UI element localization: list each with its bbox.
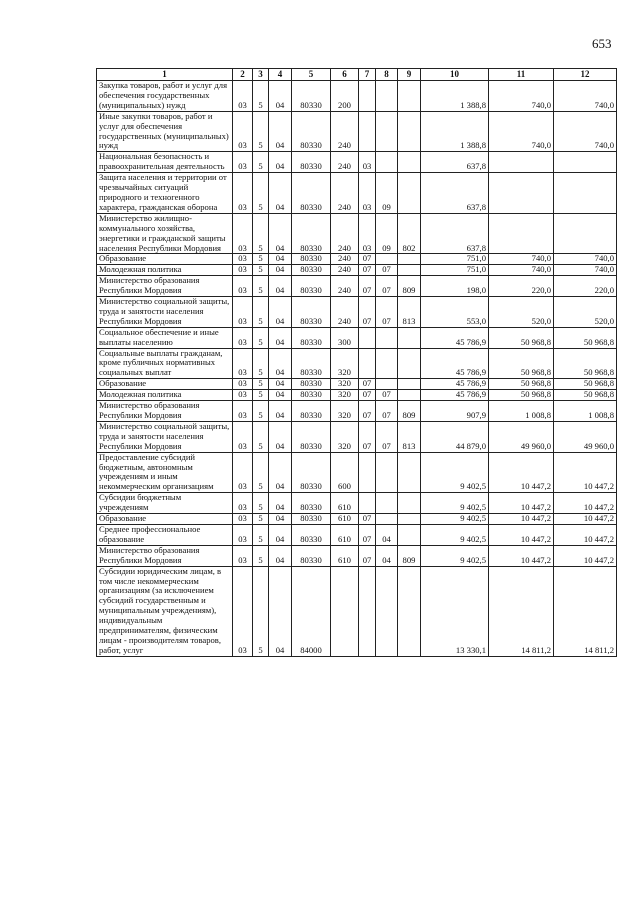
code-col-4: 04 (269, 566, 292, 656)
amount-col-11: 50 968,8 (489, 327, 554, 348)
column-header: 3 (253, 69, 269, 81)
amount-col-11: 740,0 (489, 81, 554, 112)
amount-col-10: 637,8 (421, 173, 489, 214)
code-col-4: 04 (269, 401, 292, 422)
amount-col-11: 50 968,8 (489, 379, 554, 390)
row-label: Образование (97, 514, 233, 525)
code-col-6: 610 (331, 524, 359, 545)
code-col-7: 07 (359, 545, 376, 566)
code-col-6: 200 (331, 81, 359, 112)
code-col-3: 5 (253, 524, 269, 545)
code-col-6: 240 (331, 213, 359, 254)
amount-col-12 (554, 152, 617, 173)
table-row (97, 390, 617, 401)
code-col-3: 5 (253, 348, 269, 379)
row-label: Социальное обеспечение и иные выплаты населению (97, 327, 233, 348)
amount-col-10: 637,8 (421, 152, 489, 173)
code-col-7: 03 (359, 173, 376, 214)
code-col-8: 09 (376, 173, 398, 214)
code-col-2: 03 (233, 152, 253, 173)
code-col-8 (376, 152, 398, 173)
code-col-8 (376, 81, 398, 112)
code-col-6: 240 (331, 276, 359, 297)
code-col-9 (398, 348, 421, 379)
code-col-6: 300 (331, 327, 359, 348)
amount-col-10: 45 786,9 (421, 348, 489, 379)
code-col-2: 03 (233, 545, 253, 566)
table-row (97, 401, 617, 422)
amount-col-11: 10 447,2 (489, 545, 554, 566)
row-label: Образование (97, 254, 233, 265)
table-row (97, 452, 617, 493)
table-row (97, 327, 617, 348)
code-col-5: 80330 (292, 493, 331, 514)
table-row (97, 524, 617, 545)
code-col-8 (376, 348, 398, 379)
row-label: Министерство образования Республики Мордовия (97, 401, 233, 422)
table-row (97, 173, 617, 214)
code-col-3: 5 (253, 452, 269, 493)
code-col-2: 03 (233, 254, 253, 265)
code-col-6 (331, 566, 359, 656)
code-col-4: 04 (269, 173, 292, 214)
table-row (97, 379, 617, 390)
amount-col-11: 520,0 (489, 297, 554, 328)
code-col-7: 03 (359, 213, 376, 254)
code-col-7: 03 (359, 152, 376, 173)
amount-col-10: 637,8 (421, 213, 489, 254)
row-label: Иные закупки товаров, работ и услуг для обеспечения государственных (муниципальных) нужд (97, 111, 233, 152)
code-col-6: 320 (331, 390, 359, 401)
amount-col-12: 50 968,8 (554, 390, 617, 401)
code-col-3: 5 (253, 545, 269, 566)
code-col-9: 813 (398, 421, 421, 452)
column-header: 1 (97, 69, 233, 81)
code-col-3: 5 (253, 297, 269, 328)
amount-col-12: 520,0 (554, 297, 617, 328)
code-col-7 (359, 493, 376, 514)
code-col-5: 80330 (292, 297, 331, 328)
amount-col-12: 50 968,8 (554, 379, 617, 390)
amount-col-12: 10 447,2 (554, 545, 617, 566)
table-row (97, 213, 617, 254)
code-col-2: 03 (233, 452, 253, 493)
code-col-4: 04 (269, 493, 292, 514)
amount-col-11: 50 968,8 (489, 390, 554, 401)
amount-col-11: 10 447,2 (489, 514, 554, 525)
code-col-8 (376, 493, 398, 514)
code-col-2: 03 (233, 213, 253, 254)
code-col-5: 80330 (292, 254, 331, 265)
code-col-9 (398, 514, 421, 525)
code-col-7: 07 (359, 276, 376, 297)
table-row (97, 514, 617, 525)
code-col-6: 240 (331, 265, 359, 276)
amount-col-10: 1 388,8 (421, 111, 489, 152)
code-col-9 (398, 566, 421, 656)
amount-col-10: 9 402,5 (421, 545, 489, 566)
code-col-9 (398, 81, 421, 112)
row-label: Молодежная политика (97, 265, 233, 276)
code-col-9: 809 (398, 401, 421, 422)
row-label: Министерство социальной защиты, труда и занятости населения Республики Мордовия (97, 421, 233, 452)
code-col-6: 320 (331, 401, 359, 422)
code-col-2: 03 (233, 421, 253, 452)
amount-col-10: 751,0 (421, 265, 489, 276)
code-col-3: 5 (253, 111, 269, 152)
code-col-6: 240 (331, 111, 359, 152)
code-col-6: 320 (331, 379, 359, 390)
code-col-8: 07 (376, 276, 398, 297)
code-col-9 (398, 379, 421, 390)
code-col-9: 813 (398, 297, 421, 328)
amount-col-12 (554, 213, 617, 254)
code-col-9 (398, 390, 421, 401)
amount-col-12: 1 008,8 (554, 401, 617, 422)
amount-col-11 (489, 152, 554, 173)
code-col-5: 80330 (292, 545, 331, 566)
amount-col-10: 9 402,5 (421, 493, 489, 514)
row-label: Национальная безопасность и правоохранительная деятельность (97, 152, 233, 173)
header-row (97, 69, 617, 81)
code-col-9 (398, 452, 421, 493)
code-col-5: 80330 (292, 111, 331, 152)
code-col-9 (398, 111, 421, 152)
code-col-5: 80330 (292, 152, 331, 173)
code-col-9 (398, 493, 421, 514)
code-col-4: 04 (269, 524, 292, 545)
table-body (97, 81, 617, 657)
amount-col-10: 45 786,9 (421, 390, 489, 401)
code-col-2: 03 (233, 524, 253, 545)
code-col-5: 80330 (292, 401, 331, 422)
column-header: 4 (269, 69, 292, 81)
amount-col-11: 740,0 (489, 265, 554, 276)
code-col-5: 80330 (292, 390, 331, 401)
code-col-3: 5 (253, 390, 269, 401)
code-col-5: 80330 (292, 173, 331, 214)
code-col-4: 04 (269, 213, 292, 254)
row-label: Министерство образования Республики Мордовия (97, 545, 233, 566)
code-col-7: 07 (359, 401, 376, 422)
code-col-2: 03 (233, 566, 253, 656)
code-col-4: 04 (269, 152, 292, 173)
amount-col-11 (489, 173, 554, 214)
code-col-8: 04 (376, 545, 398, 566)
code-col-7: 07 (359, 524, 376, 545)
row-label: Предоставление субсидий бюджетным, автономным учреждениям и иным некоммерческим организациям (97, 452, 233, 493)
code-col-4: 04 (269, 327, 292, 348)
amount-col-11: 1 008,8 (489, 401, 554, 422)
code-col-5: 80330 (292, 524, 331, 545)
amount-col-12: 10 447,2 (554, 514, 617, 525)
amount-col-10: 198,0 (421, 276, 489, 297)
code-col-6: 600 (331, 452, 359, 493)
amount-col-12: 50 968,8 (554, 348, 617, 379)
code-col-4: 04 (269, 111, 292, 152)
code-col-2: 03 (233, 348, 253, 379)
code-col-6: 240 (331, 152, 359, 173)
column-header: 9 (398, 69, 421, 81)
column-header: 5 (292, 69, 331, 81)
row-label: Закупка товаров, работ и услуг для обеспечения государственных (муниципальных) нужд (97, 81, 233, 112)
code-col-4: 04 (269, 276, 292, 297)
amount-col-12: 10 447,2 (554, 524, 617, 545)
code-col-4: 04 (269, 514, 292, 525)
code-col-7: 07 (359, 297, 376, 328)
row-label: Субсидии бюджетным учреждениям (97, 493, 233, 514)
amount-col-11: 49 960,0 (489, 421, 554, 452)
code-col-3: 5 (253, 327, 269, 348)
code-col-5: 80330 (292, 213, 331, 254)
table-row (97, 297, 617, 328)
code-col-7: 07 (359, 421, 376, 452)
code-col-2: 03 (233, 379, 253, 390)
code-col-9 (398, 152, 421, 173)
code-col-7: 07 (359, 379, 376, 390)
amount-col-10: 9 402,5 (421, 452, 489, 493)
amount-col-11: 220,0 (489, 276, 554, 297)
row-label: Социальные выплаты гражданам, кроме публичных нормативных социальных выплат (97, 348, 233, 379)
code-col-9: 809 (398, 276, 421, 297)
code-col-3: 5 (253, 254, 269, 265)
budget-table (96, 68, 617, 657)
code-col-3: 5 (253, 276, 269, 297)
code-col-7 (359, 327, 376, 348)
amount-col-10: 9 402,5 (421, 514, 489, 525)
table-row (97, 276, 617, 297)
amount-col-12: 14 811,2 (554, 566, 617, 656)
row-label: Субсидии юридическим лицам, в том числе некоммерческим организациям (за исключением субсидий государственным и муниципальным учреждениям), индивидуальным предпринимателям, физическим лицам - производителям товаров, работ, услуг (97, 566, 233, 656)
code-col-8 (376, 327, 398, 348)
code-col-4: 04 (269, 297, 292, 328)
code-col-6: 610 (331, 545, 359, 566)
amount-col-12: 10 447,2 (554, 452, 617, 493)
code-col-8: 07 (376, 265, 398, 276)
code-col-2: 03 (233, 297, 253, 328)
amount-col-12: 740,0 (554, 265, 617, 276)
code-col-4: 04 (269, 421, 292, 452)
code-col-8 (376, 452, 398, 493)
column-header: 12 (554, 69, 617, 81)
code-col-2: 03 (233, 111, 253, 152)
amount-col-12: 740,0 (554, 81, 617, 112)
amount-col-10: 9 402,5 (421, 524, 489, 545)
amount-col-11 (489, 213, 554, 254)
code-col-2: 03 (233, 265, 253, 276)
amount-col-12: 220,0 (554, 276, 617, 297)
column-header: 10 (421, 69, 489, 81)
code-col-8 (376, 379, 398, 390)
code-col-8 (376, 566, 398, 656)
row-label: Министерство образования Республики Мордовия (97, 276, 233, 297)
amount-col-10: 907,9 (421, 401, 489, 422)
code-col-6: 320 (331, 348, 359, 379)
code-col-4: 04 (269, 254, 292, 265)
table-row (97, 566, 617, 656)
code-col-2: 03 (233, 390, 253, 401)
amount-col-12: 50 968,8 (554, 327, 617, 348)
code-col-5: 80330 (292, 421, 331, 452)
amount-col-10: 45 786,9 (421, 379, 489, 390)
code-col-6: 610 (331, 514, 359, 525)
code-col-2: 03 (233, 401, 253, 422)
code-col-2: 03 (233, 276, 253, 297)
code-col-8: 09 (376, 213, 398, 254)
code-col-7: 07 (359, 265, 376, 276)
code-col-8: 04 (376, 524, 398, 545)
code-col-5: 80330 (292, 514, 331, 525)
code-col-4: 04 (269, 81, 292, 112)
code-col-4: 04 (269, 545, 292, 566)
row-label: Министерство жилищно-коммунального хозяйства, энергетики и гражданской защиты населения Республики Мордовия (97, 213, 233, 254)
column-header: 11 (489, 69, 554, 81)
code-col-9 (398, 173, 421, 214)
code-col-9 (398, 524, 421, 545)
code-col-3: 5 (253, 265, 269, 276)
code-col-7: 07 (359, 514, 376, 525)
code-col-9: 809 (398, 545, 421, 566)
amount-col-12 (554, 173, 617, 214)
code-col-7 (359, 348, 376, 379)
code-col-3: 5 (253, 152, 269, 173)
code-col-3: 5 (253, 401, 269, 422)
code-col-3: 5 (253, 566, 269, 656)
code-col-5: 80330 (292, 379, 331, 390)
code-col-3: 5 (253, 213, 269, 254)
row-label: Молодежная политика (97, 390, 233, 401)
code-col-5: 80330 (292, 327, 331, 348)
amount-col-10: 1 388,8 (421, 81, 489, 112)
amount-col-11: 740,0 (489, 111, 554, 152)
amount-col-11: 740,0 (489, 254, 554, 265)
amount-col-10: 751,0 (421, 254, 489, 265)
amount-col-12: 49 960,0 (554, 421, 617, 452)
code-col-8: 07 (376, 297, 398, 328)
code-col-5: 80330 (292, 452, 331, 493)
amount-col-11: 14 811,2 (489, 566, 554, 656)
row-label: Министерство социальной защиты, труда и занятости населения Республики Мордовия (97, 297, 233, 328)
table-row (97, 545, 617, 566)
code-col-6: 610 (331, 493, 359, 514)
code-col-7: 07 (359, 390, 376, 401)
code-col-7 (359, 81, 376, 112)
column-header: 6 (331, 69, 359, 81)
amount-col-11: 50 968,8 (489, 348, 554, 379)
table-row (97, 81, 617, 112)
code-col-9 (398, 327, 421, 348)
table-row (97, 421, 617, 452)
code-col-3: 5 (253, 514, 269, 525)
code-col-6: 320 (331, 421, 359, 452)
code-col-3: 5 (253, 379, 269, 390)
column-header: 2 (233, 69, 253, 81)
code-col-5: 80330 (292, 81, 331, 112)
table-row (97, 348, 617, 379)
column-header: 8 (376, 69, 398, 81)
amount-col-11: 10 447,2 (489, 524, 554, 545)
code-col-5: 80330 (292, 276, 331, 297)
code-col-3: 5 (253, 173, 269, 214)
code-col-8: 07 (376, 421, 398, 452)
code-col-7 (359, 566, 376, 656)
code-col-2: 03 (233, 514, 253, 525)
code-col-4: 04 (269, 390, 292, 401)
row-label: Среднее профессиональное образование (97, 524, 233, 545)
code-col-8: 07 (376, 390, 398, 401)
code-col-8 (376, 254, 398, 265)
code-col-2: 03 (233, 493, 253, 514)
amount-col-10: 13 330,1 (421, 566, 489, 656)
code-col-3: 5 (253, 421, 269, 452)
code-col-4: 04 (269, 348, 292, 379)
code-col-9: 802 (398, 213, 421, 254)
code-col-4: 04 (269, 452, 292, 493)
code-col-5: 80330 (292, 265, 331, 276)
amount-col-10: 45 786,9 (421, 327, 489, 348)
amount-col-11: 10 447,2 (489, 493, 554, 514)
code-col-7 (359, 452, 376, 493)
code-col-3: 5 (253, 81, 269, 112)
page-number: 653 (592, 36, 612, 51)
table-row (97, 254, 617, 265)
code-col-8 (376, 514, 398, 525)
code-col-3: 5 (253, 493, 269, 514)
code-col-7 (359, 111, 376, 152)
code-col-4: 04 (269, 265, 292, 276)
table-row (97, 152, 617, 173)
code-col-5: 84000 (292, 566, 331, 656)
amount-col-10: 553,0 (421, 297, 489, 328)
amount-col-12: 740,0 (554, 254, 617, 265)
code-col-6: 240 (331, 173, 359, 214)
code-col-9 (398, 254, 421, 265)
code-col-7: 07 (359, 254, 376, 265)
code-col-6: 240 (331, 297, 359, 328)
row-label: Защита населения и территории от чрезвычайных ситуаций природного и техногенного характера, гражданская оборона (97, 173, 233, 214)
code-col-4: 04 (269, 379, 292, 390)
row-label: Образование (97, 379, 233, 390)
amount-col-12: 10 447,2 (554, 493, 617, 514)
code-col-6: 240 (331, 254, 359, 265)
table-row (97, 111, 617, 152)
amount-col-11: 10 447,2 (489, 452, 554, 493)
code-col-8 (376, 111, 398, 152)
column-header: 7 (359, 69, 376, 81)
code-col-5: 80330 (292, 348, 331, 379)
table-row (97, 265, 617, 276)
code-col-2: 03 (233, 327, 253, 348)
code-col-2: 03 (233, 173, 253, 214)
amount-col-12: 740,0 (554, 111, 617, 152)
table-row (97, 493, 617, 514)
code-col-2: 03 (233, 81, 253, 112)
amount-col-10: 44 879,0 (421, 421, 489, 452)
code-col-8: 07 (376, 401, 398, 422)
code-col-9 (398, 265, 421, 276)
